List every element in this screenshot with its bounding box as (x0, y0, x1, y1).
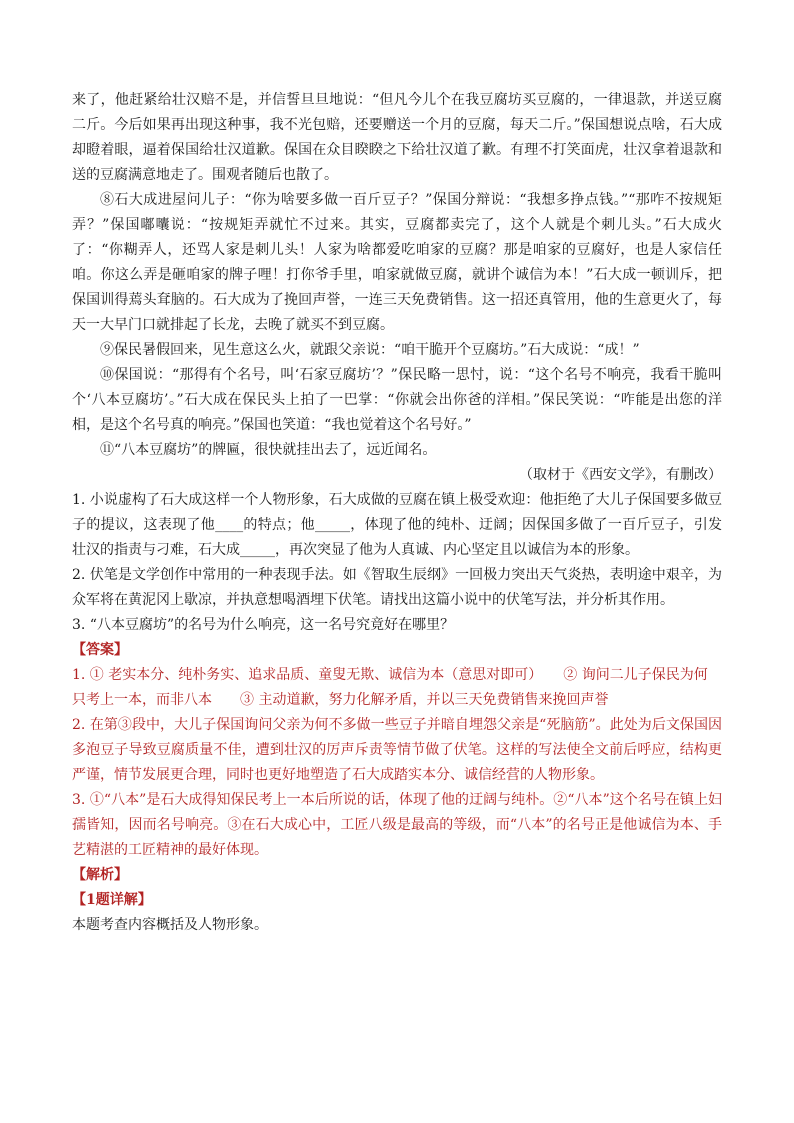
question-3: 3. “八本豆腐坊”的名号为什么响亮，这一名号究竟好在哪里？ (72, 617, 455, 633)
answer-heading: 【答案】 (72, 642, 128, 658)
passage-paragraph-11: ⑪“八本豆腐坊”的牌匾，很快就挂出去了，远近闻名。 (100, 442, 437, 458)
passage-paragraph-10: ⑩保国说：“那得有个名号，叫‘石家豆腐坊’？”保民略一思忖，说：“这个名号不响亮，我看干脆叫个‘八本豆腐坊’。”石大成在保民头上拍了一巴掌：“你就会出你爸的洋相。”保民笑说：“咋能是出您的洋相，是这个名号真的响亮。”保国也笑道：“我也觉着这个名号好。” (72, 367, 722, 433)
analysis-text-1: 本题考查内容概括及人物形象。 (72, 917, 268, 933)
question-2: 2. 伏笔是文学创作中常用的一种表现手法。如《智取生辰纲》一回极力突出天气炎热，表明途中艰辛，为众军将在黄泥冈上歇凉，并执意想喝酒埋下伏笔。请找出这篇小说中的伏笔写法，并分析其作用。 (72, 567, 722, 608)
analysis-heading: 【解析】 (72, 867, 128, 883)
answer-2: 2. 在第③段中，大儿子保国询问父亲为何不多做一些豆子并暗自埋怨父亲是“死脑筋”。此处为后文保国因多泡豆子导致豆腐质量不佳，遭到壮汉的厉声斥责等情节做了伏笔。这样的写法使全文前后呼应，结构更严谨，情节发展更合理，同时也更好地塑造了石大成踏实本分、诚信经营的人物形象。 (72, 717, 722, 783)
passage-paragraph-8: ⑧石大成进屋问儿子：“你为啥要多做一百斤豆子？”保国分辩说：“我想多挣点钱。”“那咋不按规矩弄？”保国嘟囔说：“按规矩弄就忙不过来。其实，豆腐都卖完了，这个人就是个刺儿头。”石大成火了：“你糊弄人，还骂人家是刺儿头！人家为啥都爱吃咱家的豆腐？那是咱家的豆腐好，也是人家信任咱。你这么弄是砸咱家的牌子哩！打你爷手里，咱家就做豆腐，就讲个诚信为本！”石大成一顿训斥，把保国训得蔫头耷脑的。石大成为了挽回声誉，一连三天免费销售。这一招还真管用，他的生意更火了，每天一大早门口就排起了长龙，去晚了就买不到豆腐。 (72, 192, 722, 333)
passage-paragraph-7: 来了，他赶紧给壮汉赔不是，并信誓旦旦地说：“但凡今儿个在我豆腐坊买豆腐的，一律退款，并送豆腐二斤。今后如果再出现这种事，我不光包赔，还要赠送一个月的豆腐，每天二斤。”保国想说点啥，石大成却瞪着眼，逼着保国给壮汉道歉。保国在众目睽睽之下给壮汉道了歉。有理不打笑面虎，壮汉拿着退款和送的豆腐满意地走了。围观者随后也散了。 (72, 92, 722, 183)
document-page (72, 88, 722, 938)
passage-paragraph-9: ⑨保民暑假回来，见生意这么火，就跟父亲说：“咱干脆开个豆腐坊。”石大成说：“成！” (100, 342, 640, 358)
analysis-subheading-1: 【1题详解】 (72, 892, 152, 908)
answer-1-line-2: 只考上一本，而非八本 ③ 主动道歉，努力化解矛盾，并以三天免费销售来挽回声誉 (72, 692, 609, 708)
passage-source: （取材于《西安文学》，有删改） (519, 467, 722, 483)
question-1: 1. 小说虚构了石大成这样一个人物形象，石大成做的豆腐在镇上极受欢迎：他拒绝了大儿子保国要多做豆子的提议，这表现了他____的特点；他_____，体现了他的纯朴、迂阔；因保国多做了一百斤豆子，引发壮汉的指责与刁难，石大成_____，再次突显了他为人真诚、内心坚定且以诚信为本的形象。 (72, 492, 722, 558)
answer-3: 3. ①“八本”是石大成得知保民考上一本后所说的话，体现了他的迂阔与纯朴。②“八本”这个名号在镇上妇孺皆知，因而名号响亮。③在石大成心中，工匠八级是最高的等级，而“八本”的名号正是他诚信为本、手艺精湛的工匠精神的最好体现。 (72, 792, 722, 858)
answer-1-line-1: 1. ① 老实本分、纯朴务实、追求品质、童叟无欺、诚信为本（意思对即可） ② 询问二儿子保民为何 (72, 667, 708, 683)
